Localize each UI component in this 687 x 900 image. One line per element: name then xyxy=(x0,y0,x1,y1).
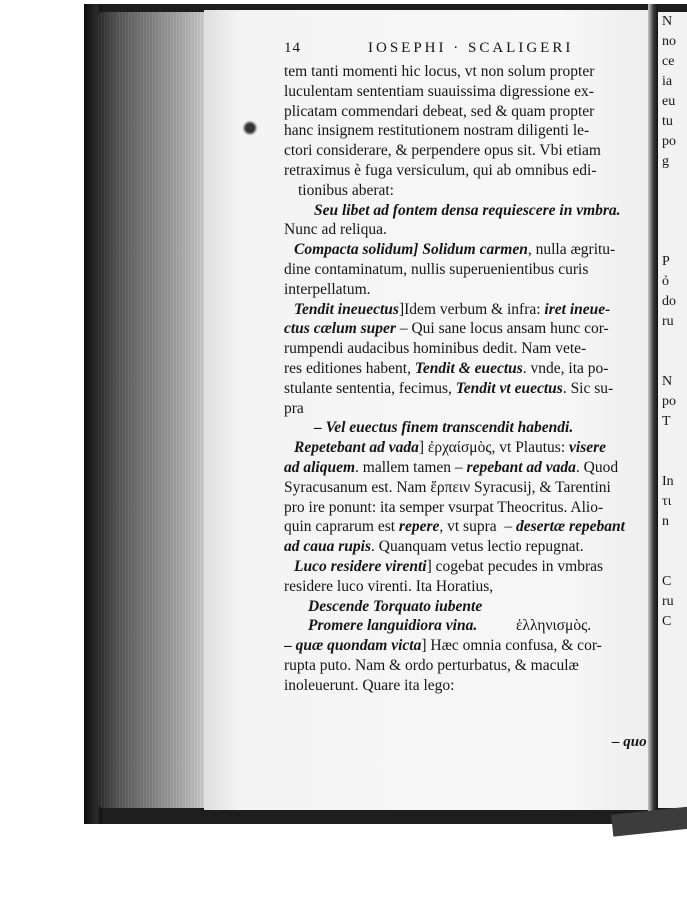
text-line xyxy=(284,121,648,141)
text-segment: . Quanquam vetus lectio repugnat. xyxy=(371,538,584,556)
right-page-fragment: τι xyxy=(662,494,672,509)
text-line xyxy=(284,557,648,577)
text-segment: . mallem tamen – xyxy=(355,458,467,476)
right-page-fragment: N xyxy=(662,374,673,389)
italic-segment: iret ineue- xyxy=(544,300,611,318)
italic-segment: repere xyxy=(398,518,440,536)
text-line xyxy=(284,458,648,478)
right-page-fragment xyxy=(658,212,687,232)
right-page-fragment xyxy=(658,172,687,192)
text-line xyxy=(284,636,648,656)
text-segment: stulante sententia, fecimus, xyxy=(284,379,456,397)
text-segment: ]Idem verbum & infra: xyxy=(398,300,545,318)
text-segment: pra xyxy=(284,399,304,417)
text-line xyxy=(284,418,648,438)
text-line xyxy=(284,339,648,359)
text-line xyxy=(284,260,648,280)
italic-segment: visere xyxy=(569,439,607,457)
text-segment: , vt supra – xyxy=(439,518,517,536)
right-page-fragment xyxy=(658,192,687,212)
text-segment: plicatam commendari debeat, sed & quam propter xyxy=(284,102,595,120)
text-segment: Syracusanum est. Nam ἕρπειν Syracusij, & Tarentini xyxy=(284,478,611,496)
right-page-fragment: tu xyxy=(662,114,673,129)
text-segment: ctori considerare, & perpendere opus sit. Vbi etiam xyxy=(284,142,601,160)
text-line xyxy=(284,517,648,537)
text-line xyxy=(284,102,648,122)
running-head-title: IOSEPHI · SCALIGERI xyxy=(368,40,574,56)
right-page-fragment: In xyxy=(662,474,674,489)
italic-segment: Repetebant ad vada xyxy=(294,439,419,457)
text-line xyxy=(284,300,648,320)
right-page-fragment xyxy=(658,352,687,372)
text-line xyxy=(284,240,648,260)
text-line xyxy=(284,438,648,458)
text-segment: quin caprarum est xyxy=(284,518,399,536)
italic-segment: – quæ quondam victa xyxy=(284,637,422,655)
running-head xyxy=(284,40,644,60)
text-segment: inoleuerunt. Quare ita lego: xyxy=(284,676,455,694)
text-segment: ] Hæc omnia confusa, & cor- xyxy=(421,637,602,655)
italic-segment: Luco residere virenti xyxy=(294,557,427,575)
text-line xyxy=(284,220,648,240)
page-stack-edge xyxy=(98,12,206,808)
right-page-fragment xyxy=(658,452,687,472)
text-segment: ] cogebat pecudes in vmbras xyxy=(426,557,604,575)
text-line xyxy=(284,181,648,201)
text-line xyxy=(284,161,648,181)
text-line xyxy=(284,478,648,498)
text-segment: residere luco virenti. Ita Horatius, xyxy=(284,577,494,595)
right-page-fragment: C xyxy=(662,614,672,629)
text-line xyxy=(284,399,648,419)
text-segment: ] ἐρχαίσμὸς, vt Plautus: xyxy=(418,439,570,457)
text-line xyxy=(284,537,648,557)
text-line xyxy=(284,379,648,399)
italic-segment: Tendit & euectus xyxy=(414,359,523,377)
text-line xyxy=(284,656,648,676)
text-segment: hanc insignem restitutionem nostram diligenti le- xyxy=(284,122,590,140)
italic-segment: desertæ repebant xyxy=(516,518,625,536)
text-segment: dine contaminatum, nullis superuenientibus curis xyxy=(284,260,589,278)
text-line xyxy=(284,676,648,696)
right-page-fragment: ru xyxy=(662,594,674,609)
right-page-fragment: po xyxy=(662,394,676,409)
right-page-fragment: P xyxy=(662,254,670,269)
text-segment: , nulla ægritu- xyxy=(527,241,616,259)
text-segment: . Quod xyxy=(575,458,619,476)
left-page xyxy=(204,10,648,810)
right-page-fragment xyxy=(658,232,687,252)
text-line xyxy=(284,141,648,161)
right-page-fragment: C xyxy=(662,574,672,589)
italic-segment: Descende Torquato iubente xyxy=(308,597,483,615)
italic-segment: Promere languidiora vina. xyxy=(308,617,478,635)
italic-segment: ] Solidum carmen xyxy=(413,241,528,259)
right-page-edge xyxy=(658,12,687,808)
right-page-fragment xyxy=(658,432,687,452)
italic-segment: Compacta solidum xyxy=(294,241,414,259)
text-line xyxy=(284,319,648,339)
right-page-fragment: do xyxy=(662,294,676,309)
text-segment: – Qui sane locus ansam hunc cor- xyxy=(395,320,609,338)
right-page-fragment: T xyxy=(662,414,671,429)
ink-blot xyxy=(244,122,256,134)
text-line xyxy=(284,82,648,102)
right-page-fragment: N xyxy=(662,14,673,29)
text-line xyxy=(284,498,648,518)
right-page-fragment xyxy=(658,552,687,572)
italic-segment: Tendit vt euectus xyxy=(455,379,563,397)
italic-segment: – Vel euectus finem transcendit habendi. xyxy=(314,419,574,437)
text-segment: retraximus è fuga versiculum, qui ab omnibus edi- xyxy=(284,161,597,179)
right-page-fragment: ru xyxy=(662,314,674,329)
text-line xyxy=(284,616,648,636)
text-segment: luculentam sententiam suauissima digressione ex- xyxy=(284,82,594,100)
right-page-fragment xyxy=(658,532,687,552)
italic-segment: Seu libet ad fontem densa requiescere in vmbra. xyxy=(314,201,621,219)
italic-segment: ctus cælum super xyxy=(284,320,396,338)
body-text xyxy=(284,62,648,696)
text-segment: . Sic su- xyxy=(562,379,614,397)
right-page-fragment: po xyxy=(662,134,676,149)
right-page-fragment: no xyxy=(662,34,676,49)
right-page-fragment: g xyxy=(662,154,669,169)
right-page-fragment: n xyxy=(662,514,669,529)
text-line xyxy=(284,201,648,221)
book xyxy=(84,4,687,824)
right-page-fragment: eu xyxy=(662,94,676,109)
page-number: 14 xyxy=(284,40,301,56)
text-segment: pro ire ponunt: ita semper vsurpat Theocritus. Alio- xyxy=(284,498,604,516)
text-line xyxy=(284,62,648,82)
text-segment: tionibus aberat: xyxy=(298,181,394,199)
book-gutter xyxy=(648,4,658,824)
text-line xyxy=(284,597,648,617)
text-line xyxy=(284,359,648,379)
text-segment: interpellatum. xyxy=(284,280,371,298)
right-page-fragment xyxy=(658,332,687,352)
text-segment: Nunc ad reliqua. xyxy=(284,221,387,239)
right-page-fragment: ia xyxy=(662,74,673,89)
right-page-fragment: ce xyxy=(662,54,675,69)
italic-segment: ad aliquem xyxy=(284,458,356,476)
right-page-fragment: ỏ xyxy=(662,274,669,289)
text-segment: rupta puto. Nam & ordo perturbatus, & maculæ xyxy=(284,656,579,674)
text-segment: res editiones habent, xyxy=(284,359,415,377)
italic-segment: Tendit ineuectus xyxy=(294,300,399,318)
bookmark-ribbon xyxy=(611,805,687,836)
text-line xyxy=(284,280,648,300)
text-segment: ἑλληνισμὸς. xyxy=(477,617,592,635)
catchword: – quo xyxy=(612,734,647,750)
text-line xyxy=(284,577,648,597)
text-segment: . vnde, ita po- xyxy=(522,359,609,377)
italic-segment: ad caua rupis xyxy=(284,538,371,556)
italic-segment: repebant ad vada xyxy=(466,458,576,476)
text-segment: tem tanti momenti hic locus, vt non solum propter xyxy=(284,63,595,80)
text-segment: rumpendi audacibus hominibus dedit. Nam vete- xyxy=(284,340,587,358)
